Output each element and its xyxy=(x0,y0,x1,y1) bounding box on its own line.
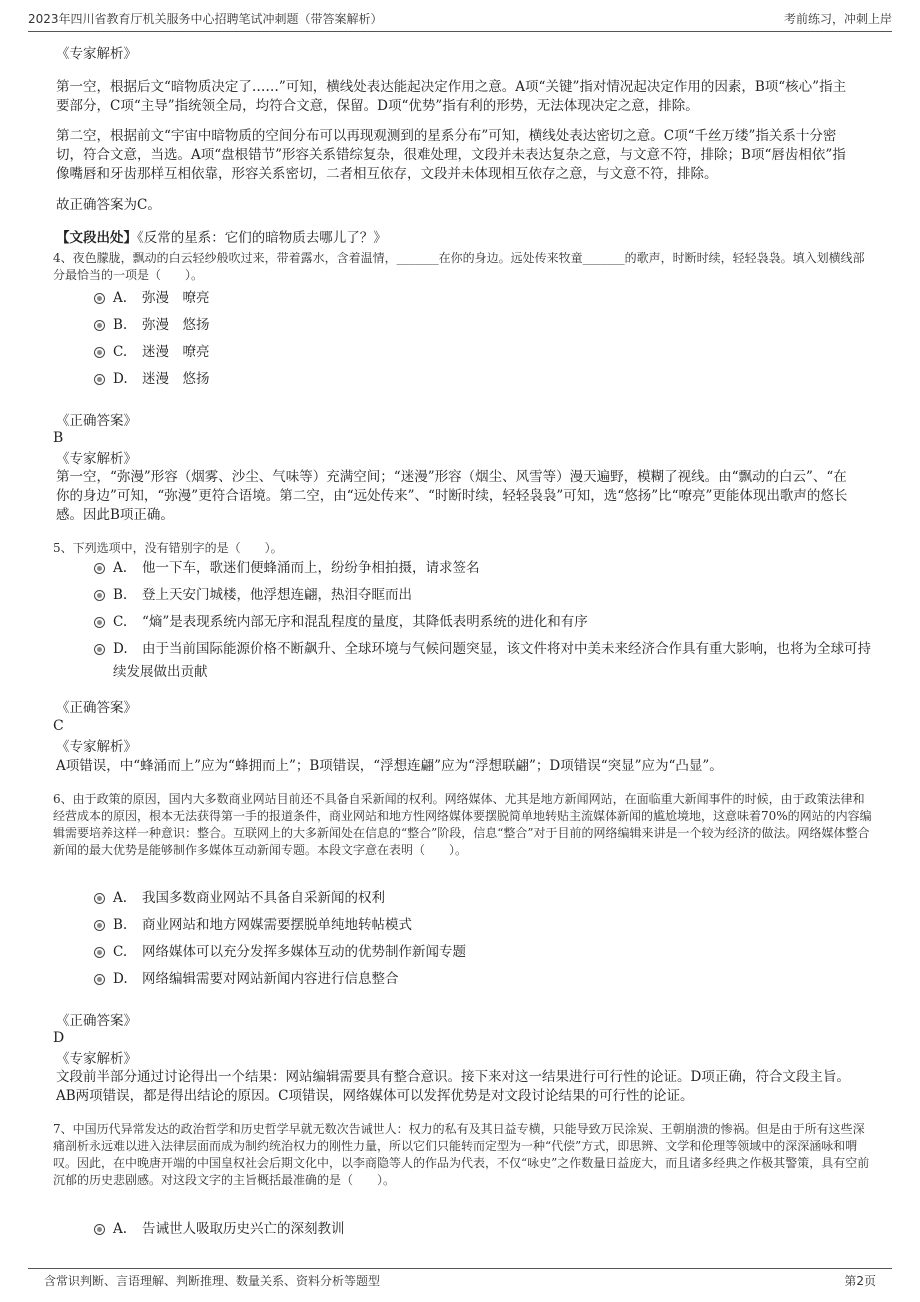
option-label: A. xyxy=(113,560,128,576)
analysis-paragraph: 第一空，根据后文“暗物质决定了……”可知，横线处表达能起决定作用之意。A项“关键”指对情况起决定作用的因素，B项“核心”指主要部分，C项“主导”指统领全局，均符合文意，保留。D项“优势”指有利的形势，无法体现决定之意，排除。 xyxy=(56,79,847,114)
option-d[interactable] xyxy=(94,368,874,391)
radio-icon[interactable] xyxy=(94,920,105,931)
answer-value: C xyxy=(53,718,64,734)
option-a[interactable] xyxy=(94,557,874,580)
option-d[interactable] xyxy=(94,638,874,684)
analysis-paragraph: 第一空，“弥漫”形容（烟雾、沙尘、气味等）充满空间；“迷漫”形容（烟尘、风雪等）漫天遍野，模糊了视线。由“飘动的白云”、“在你的身边”可知，“弥漫”更符合语境。第二空，由“远处传来”、“时断时续，轻轻袅袅”可知，选“悠扬”比“嘹亮”更能体现出歌声的悠长感。因此B项正确。 xyxy=(56,469,848,523)
option-b[interactable] xyxy=(94,584,874,607)
source-label: 【文段出处】 xyxy=(56,230,137,246)
question-stem: 4、夜色朦胧，飘动的白云轻纱般吹过来，带着露水，含着温情，_______在你的身边。远处传来牧童_______的歌声，时断时续，轻轻袅袅。填入划横线部分最恰当的一项是（ ）。 xyxy=(53,251,865,282)
option-label: A. xyxy=(113,290,128,306)
option-label: B. xyxy=(113,587,128,603)
answer-label: 《正确答案》 xyxy=(56,700,137,716)
radio-icon[interactable] xyxy=(94,974,105,985)
option-label: C. xyxy=(113,344,128,360)
option-text: 登上天安门城楼，他浮想连翩，热泪夺眶而出 xyxy=(142,587,412,603)
option-b[interactable] xyxy=(94,914,874,937)
footer-text: 含常识判断、言语理解、判断推理、数量关系、资料分析等题型 xyxy=(44,1274,381,1288)
analysis-label: 《专家解析》 xyxy=(56,451,137,467)
option-b[interactable] xyxy=(94,314,874,337)
option-a[interactable] xyxy=(94,1218,874,1241)
option-text: 迷漫 嘹亮 xyxy=(142,344,210,360)
option-text: 告诫世人吸取历史兴亡的深刻教训 xyxy=(142,1221,345,1237)
option-label: B. xyxy=(113,917,128,933)
radio-icon[interactable] xyxy=(94,590,105,601)
page-number: 第2页 xyxy=(844,1274,876,1288)
answer-value: B xyxy=(53,430,64,446)
header-title: 2023年四川省教育厅机关服务中心招聘笔试冲刺题（带答案解析） xyxy=(28,12,383,26)
option-text: 弥漫 悠扬 xyxy=(142,317,210,333)
option-a[interactable] xyxy=(94,887,874,910)
option-label: C. xyxy=(113,614,128,630)
option-label: C. xyxy=(113,944,128,960)
option-label: A. xyxy=(113,1221,128,1237)
radio-icon[interactable] xyxy=(94,947,105,958)
answer-label: 《正确答案》 xyxy=(56,1013,137,1029)
option-a[interactable] xyxy=(94,287,874,310)
analysis-paragraph: 第二空，根据前文“宇宙中暗物质的空间分布可以再现观测到的星系分布”可知，横线处表达密切之意。C项“千丝万缕”指关系十分密切，符合文意，当选。A项“盘根错节”形容关系错综复杂，很难处理，文段并未表达复杂之意，与文意不符，排除；B项“唇齿相依”指像嘴唇和牙齿那样互相依靠，形容关系密切，二者相互依存，文段并未体现相互依存之意，与文意不符，排除。 xyxy=(56,128,846,182)
source-line xyxy=(56,229,856,248)
option-text: 网络编辑需要对网站新闻内容进行信息整合 xyxy=(142,971,399,987)
option-text: 我国多数商业网站不具备自采新闻的权利 xyxy=(142,890,385,906)
option-d[interactable] xyxy=(94,968,874,991)
option-label: D. xyxy=(113,641,128,657)
radio-icon[interactable] xyxy=(94,374,105,385)
source-text: 《反常的星系：它们的暗物质去哪儿了？》 xyxy=(137,230,387,246)
footer-divider xyxy=(28,1268,892,1269)
option-text: “熵”是表现系统内部无序和混乱程度的量度，其降低表明系统的进化和有序 xyxy=(142,614,588,630)
radio-icon[interactable] xyxy=(94,347,105,358)
radio-icon[interactable] xyxy=(94,293,105,304)
analysis-label: 《专家解析》 xyxy=(56,1051,137,1067)
radio-icon[interactable] xyxy=(94,1224,105,1235)
option-label: D. xyxy=(113,971,128,987)
header-slogan: 考前练习，冲刺上岸 xyxy=(783,12,892,26)
radio-icon[interactable] xyxy=(94,644,105,655)
option-label: D. xyxy=(113,371,128,387)
answer-label: 《正确答案》 xyxy=(56,413,137,429)
analysis-label: 《专家解析》 xyxy=(56,46,137,62)
option-text: 迷漫 悠扬 xyxy=(142,371,210,387)
option-text: 网络媒体可以充分发挥多媒体互动的优势制作新闻专题 xyxy=(142,944,466,960)
option-text: 商业网站和地方网媒需要摆脱单纯地转帖模式 xyxy=(142,917,412,933)
radio-icon[interactable] xyxy=(94,893,105,904)
analysis-label: 《专家解析》 xyxy=(56,739,137,755)
question-stem: 5、下列选项中，没有错别字的是（ ）。 xyxy=(53,541,283,555)
radio-icon[interactable] xyxy=(94,320,105,331)
answer-value: D xyxy=(53,1030,65,1046)
conclusion: 故正确答案为C。 xyxy=(56,197,161,213)
analysis-paragraph: 文段前半部分通过讨论得出一个结果：网站编辑需要具有整合意识。接下来对这一结果进行可行性的论证。D项正确，符合文段主旨。AB两项错误，都是得出结论的原因。C项错误，网络媒体可以发挥优势是对文段讨论结果的可行性的论证。 xyxy=(56,1069,850,1104)
option-c[interactable] xyxy=(94,941,874,964)
radio-icon[interactable] xyxy=(94,563,105,574)
option-text: 弥漫 嘹亮 xyxy=(142,290,210,306)
option-c[interactable] xyxy=(94,611,874,634)
option-text: 他一下车，歌迷们便蜂涌而上，纷纷争相拍摄，请求签名 xyxy=(142,560,480,576)
option-text: 由于当前国际能源价格不断飙升、全球环境与气候问题突显，该文件将对中美未来经济合作具有重大影响，也将为全球可持续发展做出贡献 xyxy=(113,641,871,680)
analysis-paragraph: A项错误，中“蜂涌而上”应为“蜂拥而上”；B项错误，“浮想连翩”应为“浮想联翩”；D项错误“突显”应为“凸显”。 xyxy=(56,758,723,774)
question-stem: 6、由于政策的原因，国内大多数商业网站目前还不具备自采新闻的权利。网络媒体、尤其是地方新闻网站，在面临重大新闻事件的时候，由于政策法律和经营成本的原因，根本无法获得第一手的报道条件，商业网站和地方性网络媒体要摆脱简单地转贴主流媒体新闻的尴尬境地，这意味着70%的网站的内容编辑需要培养这样一种意识：整合。互联网上的大多新闻处在信息的“整合”阶段，信息“整合”对于目前的网络编辑来讲是一个较为经济的做法。网络媒体整合新闻的最大优势是能够制作多媒体互动新闻专题。本段文字意在表明（ ）。 xyxy=(53,792,872,857)
header-divider xyxy=(28,31,892,32)
option-label: A. xyxy=(113,890,128,906)
option-label: B. xyxy=(113,317,128,333)
radio-icon[interactable] xyxy=(94,617,105,628)
option-c[interactable] xyxy=(94,341,874,364)
question-stem: 7、中国历代异常发达的政治哲学和历史哲学早就无数次告诫世人：权力的私有及其日益专横，只能导致万民涂炭、王朝崩溃的惨祸。但是由于所有这些深痛剖析永远难以进入法律层面而成为制约统治权力的刚性力量，所以它们只能转而定型为一种“代偿”方式，即思辨、文学和伦理等领域中的深深涵咏和喟叹。因此，在中晚唐开端的中国皇权社会后期文化中，以李商隐等人的作品为代表，不仅“咏史”之作数量日益庞大，而且诸多经典之作极其警策，具有空前沉郁的历史悲剧感。对这段文字的主旨概括最准确的是（ ）。 xyxy=(53,1122,870,1187)
